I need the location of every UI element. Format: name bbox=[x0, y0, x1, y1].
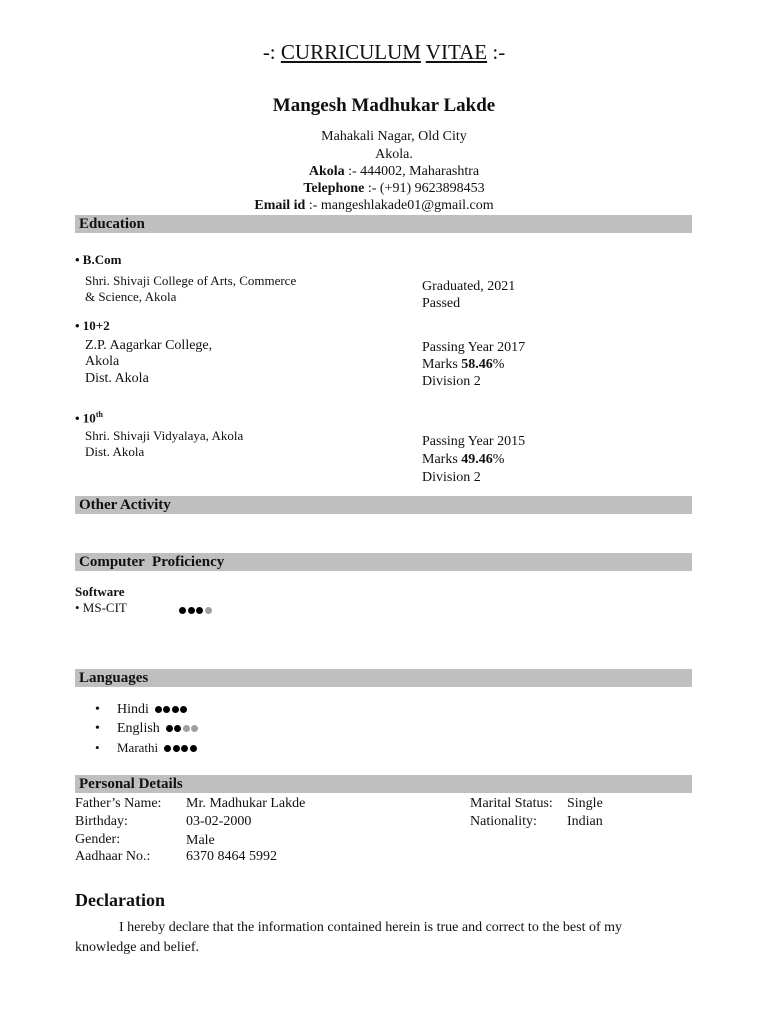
rating-dot-filled bbox=[163, 706, 170, 713]
rating-dot-filled bbox=[174, 725, 181, 732]
language-item bbox=[95, 719, 200, 738]
email-value[interactable]: :- mangeshlakade01@gmail.com bbox=[305, 198, 494, 213]
marital-value: Single bbox=[567, 796, 603, 811]
section-other-activity: Other Activity bbox=[75, 496, 692, 514]
title-word-vitae: VITAE bbox=[425, 40, 488, 64]
rating-dot-empty bbox=[183, 725, 190, 732]
aadhaar-label: Aadhaar No.: bbox=[75, 849, 151, 864]
telephone bbox=[0, 180, 768, 197]
email bbox=[0, 197, 768, 214]
page-title bbox=[0, 40, 768, 65]
software-rating bbox=[179, 601, 213, 619]
language-name: Marathi bbox=[117, 739, 159, 755]
address-line-2: Akola. bbox=[375, 147, 413, 162]
language-rating bbox=[166, 721, 200, 737]
edu-hsc-inst-1: Z.P. Aagarkar College, bbox=[85, 338, 213, 353]
birthday-value: 03-02-2000 bbox=[186, 814, 252, 829]
rating-dot-filled bbox=[155, 706, 162, 713]
edu-ssc-marks bbox=[422, 452, 504, 469]
nationality-label: Nationality: bbox=[470, 814, 537, 829]
edu-ssc-year: Passing Year 2015 bbox=[422, 434, 526, 449]
city-value: :- 444002, Maharashtra bbox=[344, 164, 480, 179]
software-label: Software bbox=[75, 584, 125, 599]
father-value: Mr. Madhukar Lakde bbox=[186, 796, 306, 811]
candidate-name: Mangesh Madhukar Lakde bbox=[272, 95, 496, 116]
rating-dot-filled bbox=[196, 607, 203, 614]
rating-dot-empty bbox=[191, 725, 198, 732]
edu-ssc-degree-sup: th bbox=[95, 410, 103, 419]
rating-dot-filled bbox=[179, 607, 186, 614]
edu-hsc-marks bbox=[422, 357, 504, 374]
language-item bbox=[95, 700, 200, 719]
rating-dot-filled bbox=[180, 706, 187, 713]
marital-label: Marital Status: bbox=[470, 796, 553, 811]
section-computer-proficiency: Computer Proficiency bbox=[75, 553, 692, 571]
edu-bcom-inst-2: & Science, Akola bbox=[85, 289, 177, 304]
rating-dot-filled bbox=[188, 607, 195, 614]
edu-ssc-inst-2: Dist. Akola bbox=[85, 444, 145, 459]
title-right: :- bbox=[487, 40, 506, 64]
edu-bcom-status-1: Graduated, 2021 bbox=[422, 279, 516, 294]
edu-ssc-marks-unit: % bbox=[492, 452, 505, 467]
address-line-1: Mahakali Nagar, Old City bbox=[321, 129, 467, 144]
title-left: -: bbox=[262, 40, 281, 64]
language-item bbox=[95, 738, 200, 757]
edu-hsc-marks-unit: % bbox=[492, 357, 505, 372]
edu-hsc-degree: • 10+2 bbox=[75, 318, 110, 333]
edu-hsc-inst-2: Akola bbox=[85, 354, 120, 369]
edu-bcom-degree: • B.Com bbox=[75, 252, 122, 267]
aadhaar-value: 6370 8464 5992 bbox=[186, 849, 277, 864]
edu-bcom-status-2: Passed bbox=[422, 296, 461, 311]
edu-hsc-marks-value: 58.46 bbox=[461, 357, 493, 372]
address-city bbox=[0, 163, 768, 180]
edu-bcom-inst-1: Shri. Shivaji College of Arts, Commerce bbox=[85, 273, 297, 288]
title-word-curriculum: CURRICULUM bbox=[280, 40, 421, 64]
telephone-value: :- (+91) 9623898453 bbox=[364, 181, 485, 196]
gender-value: Male bbox=[186, 833, 215, 848]
rating-dot-filled bbox=[190, 745, 197, 752]
rating-dot-filled bbox=[164, 745, 171, 752]
birthday-label: Birthday: bbox=[75, 814, 128, 829]
rating-dot-filled bbox=[166, 725, 173, 732]
language-bullet: • bbox=[95, 701, 100, 717]
email-label: Email id bbox=[254, 198, 306, 213]
city-label: Akola bbox=[308, 164, 345, 179]
rating-dot-filled bbox=[172, 706, 179, 713]
declaration-heading: Declaration bbox=[75, 890, 165, 910]
nationality-value: Indian bbox=[567, 814, 603, 829]
father-label: Father’s Name: bbox=[75, 796, 162, 811]
section-languages: Languages bbox=[75, 669, 692, 687]
declaration-text: I hereby declare that the information contained herein is true and correct to the best of my knowledge and belief. bbox=[75, 920, 623, 955]
edu-hsc-marks-label: Marks bbox=[422, 357, 462, 372]
rating-dot-empty bbox=[205, 607, 212, 614]
section-personal-details: Personal Details bbox=[75, 775, 692, 793]
edu-ssc-division: Division 2 bbox=[422, 470, 481, 485]
edu-ssc-degree-prefix: • 10 bbox=[75, 410, 96, 426]
edu-ssc-inst-1: Shri. Shivaji Vidyalaya, Akola bbox=[85, 428, 244, 443]
section-education: Education bbox=[75, 215, 692, 233]
languages-list bbox=[95, 700, 200, 757]
language-name: Hindi bbox=[117, 701, 149, 717]
rating-dot-filled bbox=[173, 745, 180, 752]
language-rating bbox=[164, 740, 198, 756]
edu-ssc-marks-label: Marks bbox=[422, 452, 462, 467]
edu-hsc-year: Passing Year 2017 bbox=[422, 340, 526, 355]
gender-label: Gender: bbox=[75, 832, 121, 847]
software-item: • MS-CIT bbox=[75, 600, 127, 615]
language-name: English bbox=[117, 720, 160, 736]
rating-dot-filled bbox=[181, 745, 188, 752]
language-rating bbox=[155, 702, 189, 718]
edu-ssc-marks-value: 49.46 bbox=[461, 452, 493, 467]
edu-hsc-inst-3: Dist. Akola bbox=[85, 371, 149, 386]
edu-ssc-degree bbox=[75, 407, 103, 426]
telephone-label: Telephone bbox=[303, 181, 365, 196]
edu-hsc-division: Division 2 bbox=[422, 374, 481, 389]
language-bullet: • bbox=[95, 739, 100, 755]
language-bullet: • bbox=[95, 720, 100, 736]
